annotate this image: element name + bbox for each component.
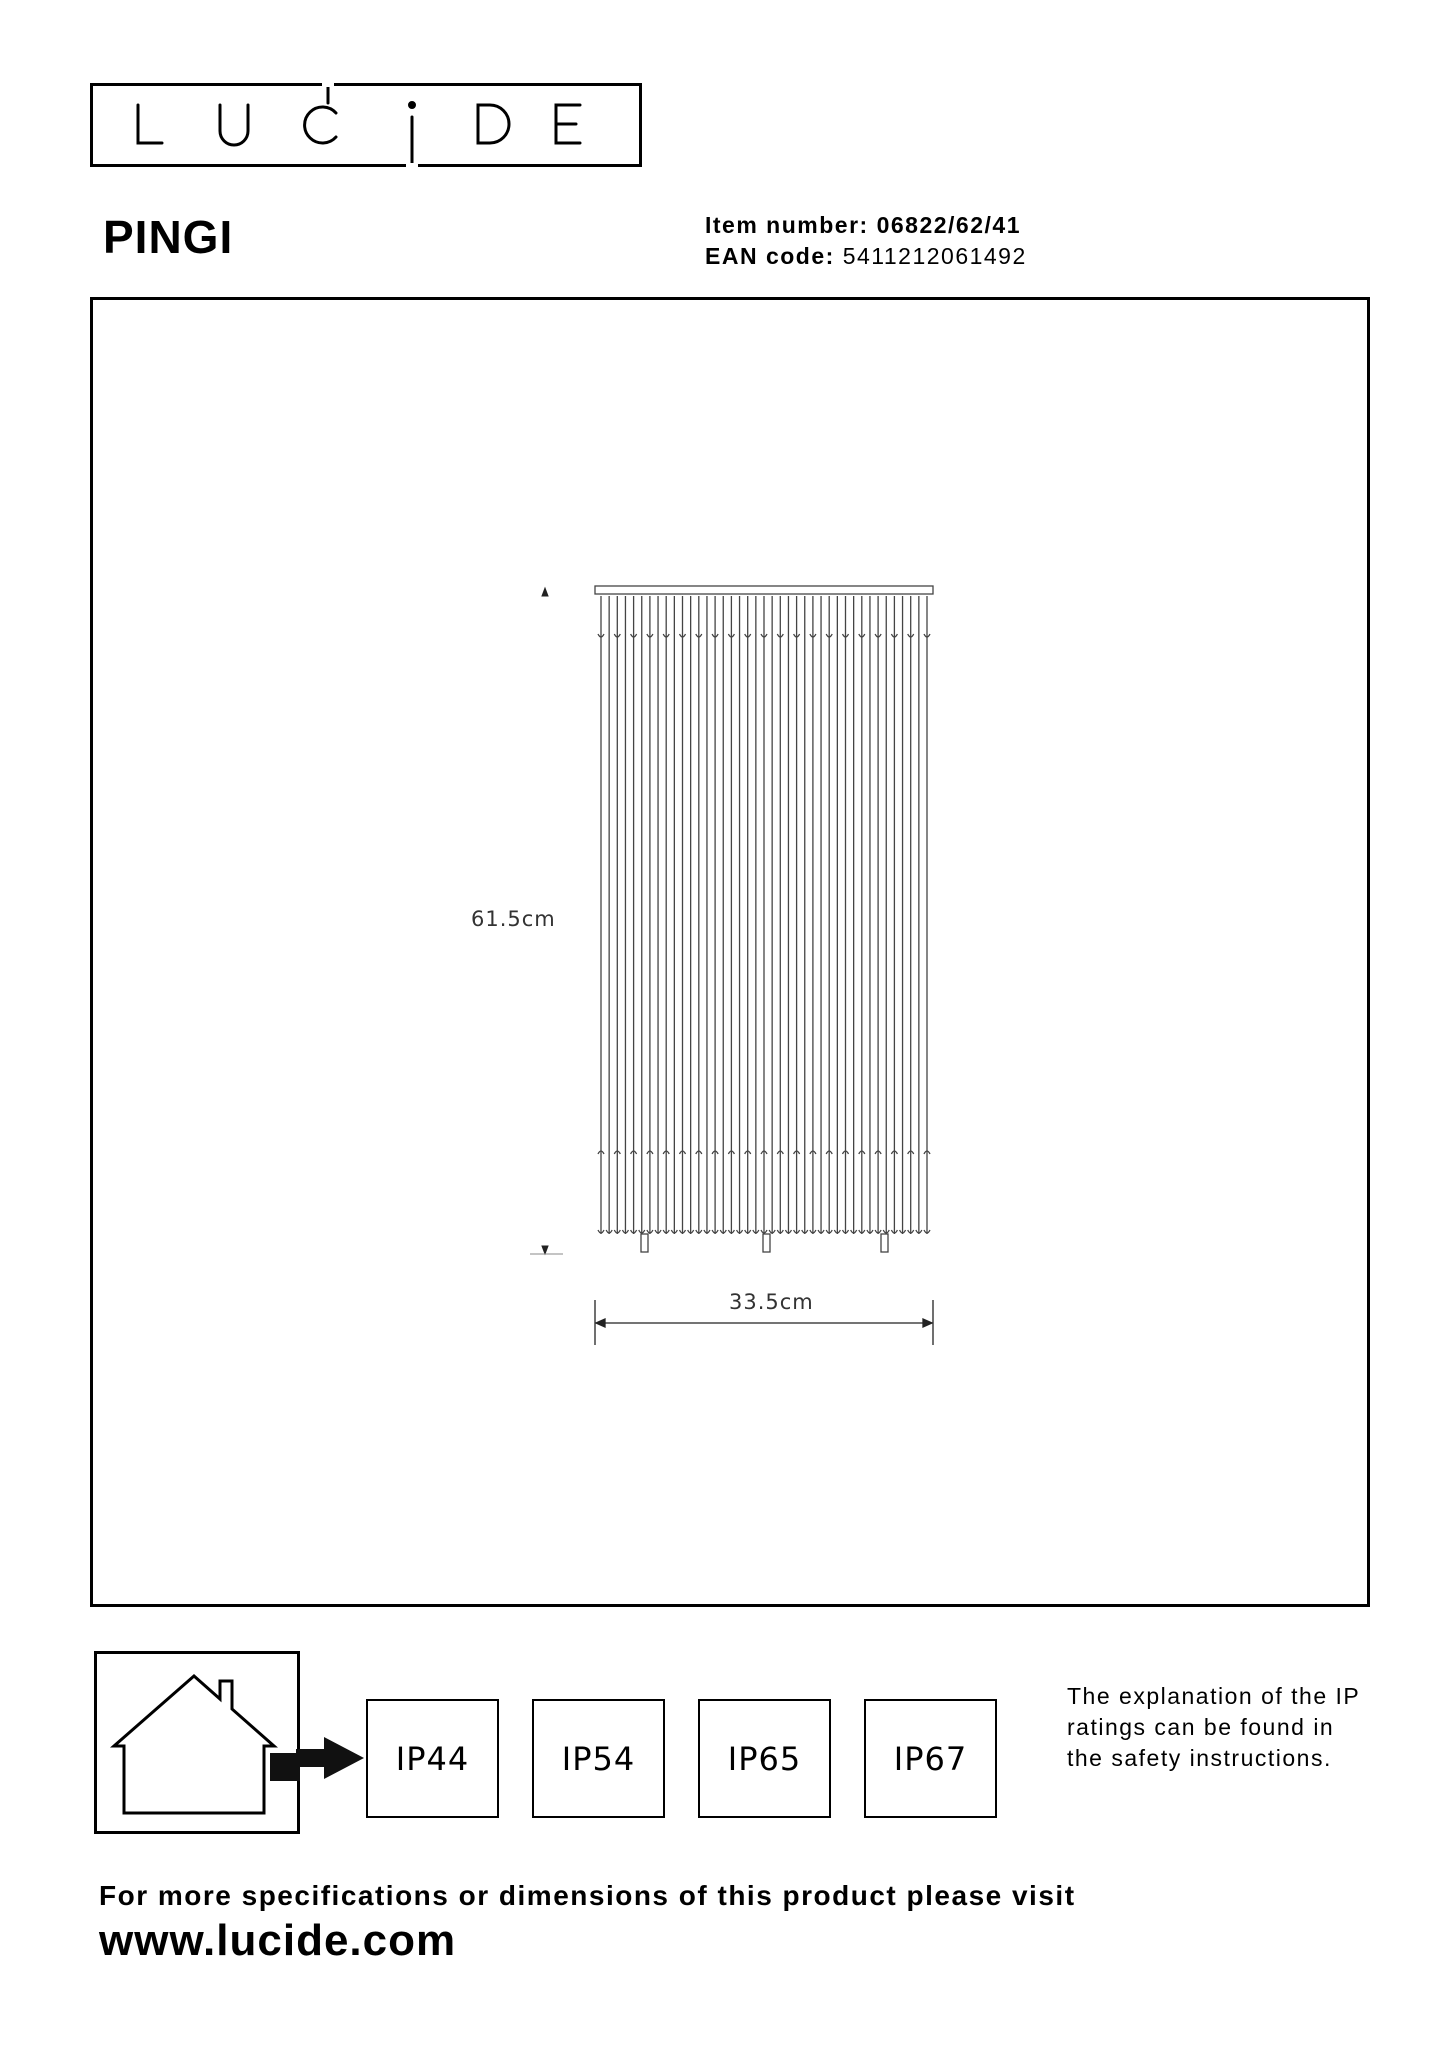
ip-rating-box xyxy=(864,1699,997,1818)
lamp-foot xyxy=(641,1234,648,1252)
indoor-house-icon xyxy=(94,1651,300,1834)
lamp-foot xyxy=(881,1234,888,1252)
ip-rating-label: IP54 xyxy=(561,1739,636,1778)
ean-row xyxy=(705,241,1027,272)
product-name: PINGI xyxy=(103,211,234,263)
ean-label: EAN code: xyxy=(705,243,835,269)
lamp-drawing xyxy=(93,300,1367,1604)
height-label: 61.5cm xyxy=(471,907,556,931)
ip-explanation-note: The explanation of the IP ratings can be found in the safety instructions. xyxy=(1067,1683,1360,1771)
lucide-logo-icon xyxy=(90,83,642,167)
lamp-foot xyxy=(763,1234,770,1252)
technical-drawing-frame xyxy=(90,297,1370,1607)
ip-rating-box xyxy=(532,1699,665,1818)
item-number-value: 06822/62/41 xyxy=(876,212,1021,238)
product-meta xyxy=(705,210,1027,272)
ip-rating-label: IP44 xyxy=(395,1739,470,1778)
item-number-label: Item number: xyxy=(705,212,869,238)
brand-logo xyxy=(90,83,642,167)
width-label: 33.5cm xyxy=(729,1290,814,1314)
ip-rating-label: IP67 xyxy=(893,1739,968,1778)
arrow-right-icon xyxy=(296,1735,366,1781)
ip-rating-box xyxy=(698,1699,831,1818)
ip-rating-label: IP65 xyxy=(727,1739,802,1778)
footer-text: For more specifications or dimensions of this product please visit xyxy=(99,1880,1076,1911)
ip-rating-box xyxy=(366,1699,499,1818)
ean-value: 5411212061492 xyxy=(842,243,1027,269)
footer-link[interactable]: www.lucide.com xyxy=(99,1916,457,1965)
item-number-row xyxy=(705,210,1027,241)
